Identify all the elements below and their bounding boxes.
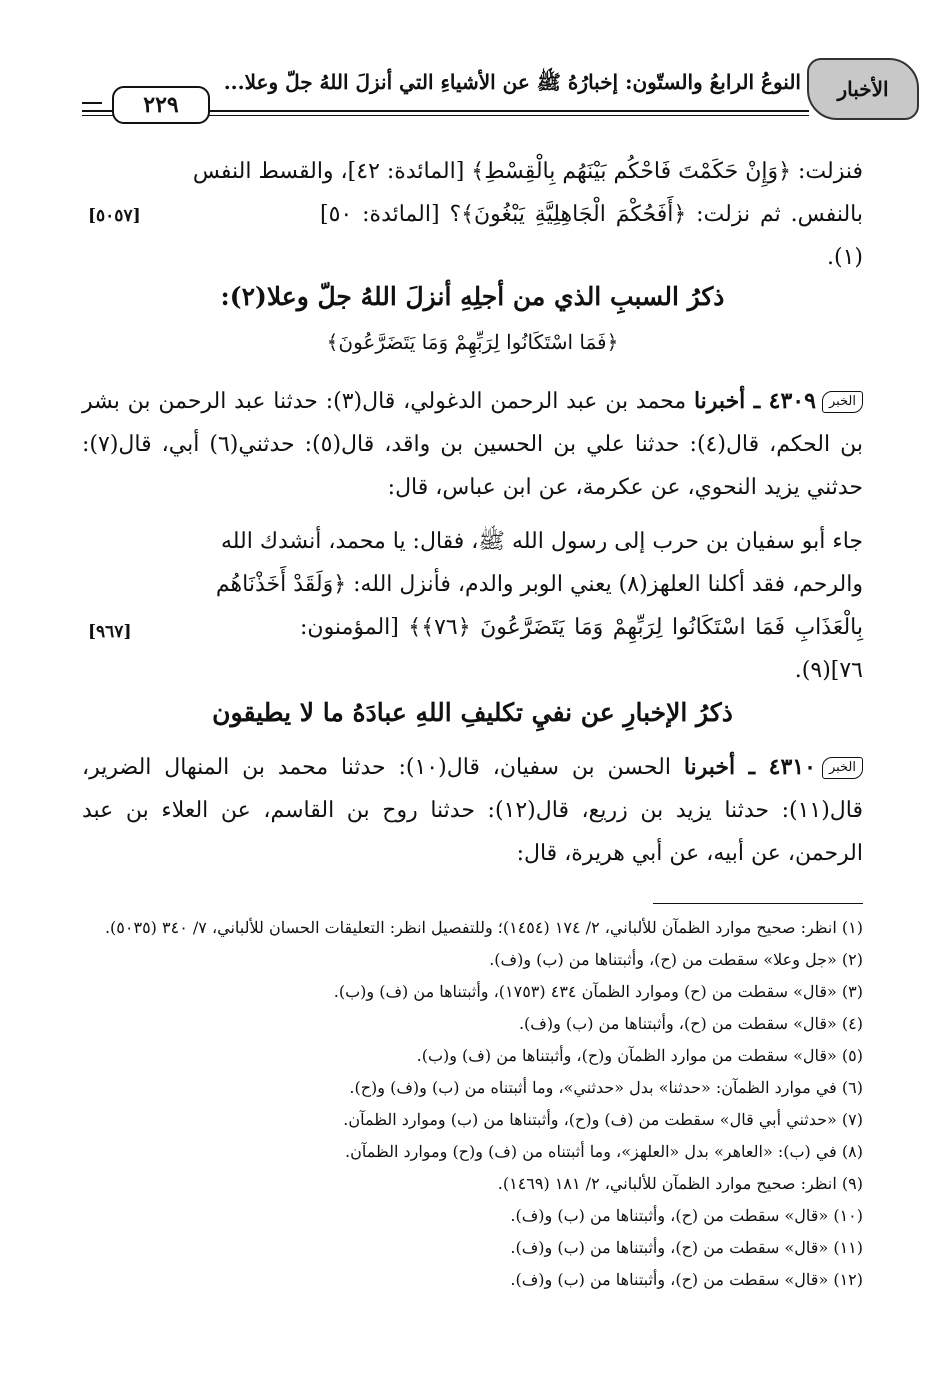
footnote-11: (١١) «قال» سقطت من (ح)، وأثبتناها من (ب) و(ف). — [510, 1238, 863, 1257]
section-badge: الأخبار — [807, 58, 919, 120]
hadith-4309-matn-line-2: والرحم، فقد أكلنا العلهز(٨) يعني الوبر والدم، فأنزل الله: ﴿وَلَقَدْ أَخَذْنَاهُم — [215, 572, 863, 597]
hadith-4309-matn-line-3: بِالْعَذَابِ فَمَا اسْتَكَانُوا لِرَبِّهِمْ وَمَا يَتَضَرَّعُونَ ﴿٧٦﴾﴾ [المؤمنون: ٧٦](٩). — [300, 615, 863, 683]
footnote-7: (٧) «حدثني أبي قال» سقطت من (ف) و(ح)، وأثبتناها من (ب) وموارد الظمآن. — [343, 1110, 863, 1129]
paragraph-1-line-2: بالنفس. ثم نزلت: ﴿أَفَحُكْمَ الْجَاهِلِيَّةِ يَبْغُونَ﴾؟ [المائدة: ٥٠](١). — [320, 202, 863, 270]
hadith-ref-5057: [٥٠٥٧] — [88, 206, 141, 226]
footnote-4: (٤) «قال» سقطت من (ح)، وأثبتناها من (ب) و(ف). — [518, 1014, 863, 1033]
footnote-2: (٢) «جل وعلا» سقطت من (ح)، وأثبتناها من (ب) و(ف). — [489, 950, 863, 969]
footnote-9: (٩) انظر: صحيح موارد الظمآن للألباني، ٢/ ١٨١ (١٤٦٩). — [497, 1174, 863, 1193]
hadith-4309-isnad — [82, 380, 863, 509]
page-number: ٢٢٩ — [112, 86, 210, 124]
footnote-8: (٨) في (ب): «العاهر» بدل «العلهز»، وما أثبتناه من (ف) و(ح) وموارد الظمآن. — [345, 1142, 863, 1161]
khabar-marker: الخبر — [822, 757, 863, 779]
hadith-4309-matn-line-1: جاء أبو سفيان بن حرب إلى رسول الله ﷺ، فقال: يا محمد، أنشدك الله — [220, 529, 863, 554]
hadith-4310-isnad — [82, 746, 863, 875]
footnotes — [82, 912, 863, 1296]
page-header — [82, 58, 919, 122]
footnote-5: (٥) «قال» سقطت من موارد الظمآن و(ح)، وأثبتناها من (ف) و(ب). — [416, 1046, 863, 1065]
footnote-6: (٦) في موارد الظمآن: «حدثنا» بدل «حدثني»، وما أثبتناه من (ب) و(ف) و(ح). — [349, 1078, 863, 1097]
hadith-4309-chain: محمد بن عبد الرحمن الدغولي، قال(٣): حدثنا عبد الرحمن بن بشر بن الحكم، قال(٤): حدثنا علي بن الحسين بن واقد، قال(٥): حدثني(٦) أبي، قال(٧): حدثني يزيد النحوي، عن عكرمة، عن ابن عباس، قال: — [82, 389, 863, 500]
running-title: النوعُ الرابعُ والستّون: إخبارُهُ ﷺ عن الأشياءِ التي أنزلَ اللهُ جلّ وعلا... — [223, 70, 801, 94]
hadith-number-4310: ٤٣١٠ ـ أخبرنا — [683, 754, 816, 780]
footnote-1: (١) انظر: صحيح موارد الظمآن للألباني، ٢/ ١٧٤ (١٤٥٤)؛ وللتفصيل انظر: التعليقات الحسان للألباني، ٧/ ٣٤٠ (٥٠٣٥). — [104, 918, 863, 937]
footnote-10: (١٠) «قال» سقطت من (ح)، وأثبتناها من (ب) و(ف). — [510, 1206, 863, 1225]
header-dash-left — [82, 102, 102, 104]
hadith-number-4309: ٤٣٠٩ ـ أخبرنا — [693, 388, 816, 414]
hadith-ref-967: [٩٦٧] — [88, 622, 132, 642]
chapter-heading-2: ذكرُ الإخبارِ عن نفيِ تكليفِ اللهِ عبادَهُ ما لا يطيقون — [212, 698, 733, 727]
khabar-marker: الخبر — [822, 391, 863, 413]
footnote-3: (٣) «قال» سقطت من (ح) وموارد الظمآن ٤٣٤ (١٧٥٣)، وأثبتناها من (ف) و(ب). — [333, 982, 863, 1001]
paragraph-1-line-1: فنزلت: ﴿وَإِنْ حَكَمْتَ فَاحْكُم بَيْنَهُم بِالْقِسْطِ﴾ [المائدة: ٤٢]، والقسط النفس — [192, 159, 863, 184]
footnote-12: (١٢) «قال» سقطت من (ح)، وأثبتناها من (ب) و(ف). — [510, 1270, 863, 1289]
footnote-separator — [653, 903, 863, 904]
chapter-heading-1: ذكرُ السببِ الذي من أجلِهِ أنزلَ اللهُ جلّ وعلا(٢): — [220, 282, 725, 311]
chapter-heading-1-verse: ﴿فَمَا اسْتَكَانُوا لِرَبِّهِمْ وَمَا يَتَضَرَّعُونَ﴾ — [326, 330, 619, 354]
hadith-4310-chain: الحسن بن سفيان، قال(١٠): حدثنا محمد بن المنهال الضرير، قال(١١): حدثنا يزيد بن زريع، قال(١٢): حدثنا روح بن القاسم، عن العلاء بن عبد الرحمن، عن أبيه، عن أبي هريرة، قال: — [82, 755, 863, 866]
